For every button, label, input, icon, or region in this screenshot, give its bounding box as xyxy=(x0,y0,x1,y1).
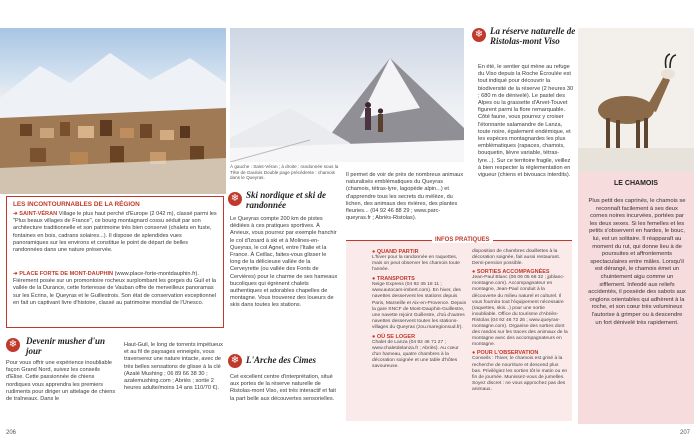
ski-photo xyxy=(230,28,464,162)
info-lodging-cont: disposition de chambres douillettes à la décoration soignée, fait aussi restaurant. Demi-pension possible. xyxy=(472,249,561,267)
ski-illustration xyxy=(230,28,464,162)
info-observe-label: POUR L'OBSERVATION xyxy=(476,350,539,357)
village-illustration xyxy=(0,28,226,194)
info-outings-title: ● SORTIES ACCOMPAGNÉES xyxy=(472,269,550,276)
info-lodging-title: ● OÙ SE LOGER xyxy=(372,334,416,341)
chamois-text: Plus petit des caprinés, le chamois se reconnaît facilement à ses deux cornes noires incurvées, portées par les deux sexes. Si les femelles et les petits s'observent en hardes, le bouc, lui, est un solitaire. Il réapparaît au moment du rut, qui donne lieu à de poursuites et affrontements spectaculaires entre mâles. Lorsqu'il est dérangé, le chamois émet un chuintement aigu comme un sifflement. Infeodé aux reliefs accidentés, il possède des sabots aux onglons orientables qui adhèrent à la roche, et son cœur très volumineux l'autorise à grimper ou à descendre un fort dénivelé très rapidement. xyxy=(588,198,686,326)
arche-text: Cet excellent centre d'interprétation, situé aux portes de la réserve naturelle de Ristolas-mont Viso, est très interactif et fait la part belle aux découvertes sensorielles. xyxy=(230,374,336,402)
info-box xyxy=(346,237,572,421)
ski-text: Le Queyras compte 200 km de pistes dédiées à ces pratiques sportives. À Arvieux, vous pourrez par exemple franchir le col d'Izoard à ski et à Molines-en-Queyras, le col Agnel, entre l'Italie et la France. À Ceillac, faites-vous glisser le long de la délicieuse vallée de la Cerveyrette (ou vallée des Fonts de Cervières) pour le charme de ses hameaux bucoliques qui égrènent chalets authentiques et adorables chapelles de montagne. Vous trouverez des loueurs de skis dans toutes les stations. xyxy=(230,216,338,309)
chamois-panel xyxy=(578,28,694,424)
info-outings-label: SORTIES ACCOMPAGNÉES xyxy=(476,269,550,276)
info-when-title: ● QUAND PARTIR xyxy=(372,249,419,255)
info-lodging-label: OÙ SE LOGER xyxy=(376,334,416,341)
musher-title: Devenir musher d'un jour xyxy=(26,336,106,356)
snowflake-icon: ❄ xyxy=(228,354,242,368)
mont-dauphin-label: PLACE FORTE DE MONT-DAUPHIN xyxy=(19,271,114,277)
info-observe-text: Conseils : l'hiver, le chamois est grisé à la recherche de nourriture et descend plus bas. Privilégiez les sorties tôt le matin ou en fin de journée. Munissez-vous de jumelles. Soyez discret : ne vous approchez pas des animaux. xyxy=(472,356,568,392)
info-when-text: L'hiver pour la randonnée en raquettes, mais on peut observer les chamois toute l'année. xyxy=(372,255,460,273)
reserve-text: En été, le sentier qui mène au refuge du Viso depuis la Roche Écroulée est tout indiqué pour découvrir la biodiversité de la réserve (2 heures 30 ; 680 m de dénivelé). Le pastel des Alpes ou la grassette d'Arvet-Touvet figurent parmi la flore remarquable. Côté faune, vous pourrez y croiser l'étonnante salamandre de Lanza, toute noire, également endémique, et les espèces montagnardes les plus emblématiques (rapaces, chamois, bouquetin, lièvre variable, tétras-lyre...). Sur ce territoire fragile, veillez à bien respecter la réglementation en vigueur (chiens et bivouacs interdits). xyxy=(478,64,574,179)
chamois-title: LE CHAMOIS xyxy=(614,180,658,187)
info-title: INFOS PRATIQUES xyxy=(432,237,493,243)
box-title: LES INCONTOURNABLES DE LA RÉGION xyxy=(13,201,140,208)
info-observe-title: ● POUR L'OBSERVATION xyxy=(472,350,539,357)
info-transport-label: TRANSPORTS xyxy=(376,276,415,283)
arche-title: L'Arche des Cimes xyxy=(246,355,316,365)
mont-dauphin-text: (www.place-forte-montdauphin.fr). Fièrement posée sur un promontoire rocheux surplombant les gorges du Guil et la vallée de la Durance, cette forteresse de Vauban offre de merveilleux panoramas sur les Écrins, le Queyras et le Guillestrois. Son état de conservation exceptionnel en fait un captivant livre d'histoire, classé au patrimoine mondial de l'Unesco. xyxy=(13,271,217,306)
snowflake-icon: ❄ xyxy=(228,192,242,206)
info-col1 xyxy=(372,249,468,371)
snowflake-icon: ❄ xyxy=(6,338,20,352)
page-number-left: 206 xyxy=(6,430,17,436)
saint-veran-title: ➜ SAINT-VÉRAN xyxy=(13,211,58,217)
ski-title: Ski nordique et ski de randonnée xyxy=(246,190,327,210)
box-item-saint-veran xyxy=(13,211,217,254)
snowflake-icon: ❄ xyxy=(472,28,486,42)
info-outings-text: Jean-Paul Blanc (06 06 05 68 32 ; jpblanc-montagne.com). Accompagnateur en montagne, Jean-Paul conduit à la découverte du milieu naturel et culturel. Il vous fournira tout l'équipement nécessaire (raquettes, skis...) pour une sortie inoubliable. Office du tourisme d'Abriès-Ristolas (04 92 46 72 26 ; www.queyras-montagne.com). Organise des sorties dont des randos sur les traces des animaux de la montagne avec des accompagnateurs en montagne. xyxy=(472,275,568,348)
chamois-illustration xyxy=(578,28,694,172)
info-transport-text: Neige Express (04 92 45 18 11 ; www.autocars-imbert.com). En hiver, des navettes desservent les stations depuis Paris, Marseille et Aix-en-Provence. Depuis la gare SNCF de Mont-Dauphin-Guillestre, une navette rejoint Guillestre, d'où d'autres navettes desservent toutes les stations-villages du Queyras (zou.maregionsud.fr). xyxy=(372,282,467,330)
ski-photo-caption: À gauche : Saint-Véran ; à droite : randonnée sous la Tête de Gaulois Double page précédente : chamois dans le Queyras. xyxy=(230,164,339,181)
musher-col2: Haut-Guil, le long de torrents impétueux et au fil de paysages enneigés, vous traverserez une nature intacte, avec de très belles sensations de glisse à la clé (Azalé Mushing ; 06 89 66 38 30 ; azalemushing.com ; Abriès ; sortie 2 heures adulte/moins 14 ans 110/70 €). xyxy=(124,342,223,392)
page-number-right: 207 xyxy=(680,430,691,436)
saint-veran-label: SAINT-VÉRAN xyxy=(19,211,58,217)
village-photo xyxy=(0,28,226,194)
box-item-mont-dauphin xyxy=(13,271,217,307)
info-lodging-text: Chalet de Lanza (04 92 46 71 27 ; www.chaletdelanza.fr ; Abriès). Au cœur d'un hameau, quatre chambres à la décoration soignée et une table d'hôtes savoureuse. xyxy=(372,340,459,370)
reserve-title: La réserve naturelle de Ristolas-mont Viso xyxy=(490,26,576,46)
mont-dauphin-title: ➜ PLACE FORTE DE MONT-DAUPHIN xyxy=(13,271,114,277)
musher-col1: Pour vous offrir une expérience inoubliable façon Grand Nord, suivez les conseils d'Elise. Cette passionnée de chiens nordiques vous apprendra les premiers rudiments pour diriger un attelage de chiens de traîneaux. Dans le xyxy=(6,360,116,403)
saint-veran-text: Village le plus haut perché d'Europe (2 042 m), classé parmi les "Plus beaux villages de France", ce bourg montagnard cossu séduit par son architecture traditionnelle et son patrimoine très bien conservé (chalets en fuste, fontaines en bois, cadrans solaires...). Il dispose de splendides vues panoramiques sur les environs et constitue le point de départ de belles randonnées dans une nature préservée. xyxy=(13,211,217,254)
reserve-continued: Il permet de voir de près de nombreux animaux naturalisés emblématiques du Queyras (chamois, tétras-lyre, lagopède alpin...) et d'apprendre tous les secrets du mélèze, du lichen, des animaux des rivières, des plantes fleuries... (04 92 46 88 29 ; www.parc-queyras.fr ; Abriès-Ristolas). xyxy=(346,172,464,222)
info-transport-title: ● TRANSPORTS xyxy=(372,276,415,283)
info-col2 xyxy=(472,249,568,393)
info-when-label: QUAND PARTIR xyxy=(376,249,419,255)
incontournables-box xyxy=(6,196,224,328)
